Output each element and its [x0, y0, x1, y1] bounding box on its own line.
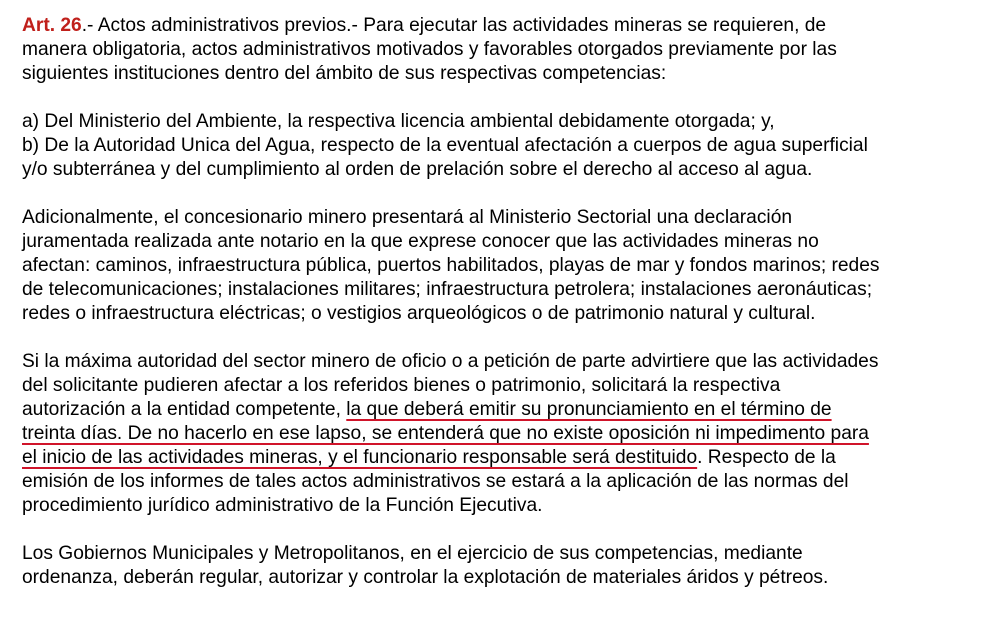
text-line: manera obligatoria, actos administrativos motivados y favorables otorgados previamente por las [22, 39, 837, 60]
text-line: ordenanza, deberán regular, autorizar y controlar la explotación de materiales áridos y pétreos. [22, 567, 829, 588]
underlined-text: treinta días. De no hacerlo en ese lapso, se entenderá que no existe oposición ni impedimento para [22, 423, 869, 444]
text-line: afectan: caminos, infraestructura pública, puertos habilitados, playas de mar y fondos marinos; redes [22, 255, 880, 276]
municipal-paragraph [22, 542, 964, 590]
text-line: emisión de los informes de tales actos administrativos se estará a la aplicación de las normas del [22, 471, 849, 492]
text-line: Si la máxima autoridad del sector minero de oficio o a petición de parte advirtiere que las actividades [22, 351, 879, 372]
list-item-b: b) De la Autoridad Unica del Agua, respecto de la eventual afectación a cuerpos de agua superficial [22, 135, 868, 156]
underlined-text: la que deberá emitir su pronunciamiento en el término de [346, 399, 832, 420]
article-label: Art. 26 [22, 15, 82, 36]
text-segment: autorización a la entidad competente, [22, 399, 347, 420]
additional-declaration-paragraph [22, 206, 964, 326]
text-line [22, 422, 964, 446]
text-line: procedimiento jurídico administrativo de la Función Ejecutiva. [22, 495, 543, 516]
text-line [22, 446, 964, 470]
list-item-b-continued: y/o subterránea y del cumplimiento al orden de prelación sobre el derecho al acceso al agua. [22, 159, 813, 180]
document-page [22, 14, 964, 614]
list-item-a: a) Del Ministerio del Ambiente, la respectiva licencia ambiental debidamente otorgada; y, [22, 111, 775, 132]
text-line: Los Gobiernos Municipales y Metropolitanos, en el ejercicio de sus competencias, mediante [22, 543, 803, 564]
requirements-list [22, 110, 964, 182]
text-line: Adicionalmente, el concesionario minero presentará al Ministerio Sectorial una declaración [22, 207, 793, 228]
text-segment: . Respecto de la [697, 447, 836, 468]
text-line: juramentada realizada ante notario en la que exprese conocer que las actividades mineras no [22, 231, 819, 252]
text-line: redes o infraestructura eléctricas; o vestigios arqueológicos o de patrimonio natural y cultural. [22, 303, 816, 324]
article-heading-text: .- Actos administrativos previos.- Para ejecutar las actividades mineras se requieren, de [81, 15, 827, 36]
text-line [22, 14, 964, 38]
article-heading [22, 14, 826, 38]
text-line [22, 398, 964, 422]
underlined-text: el inicio de las actividades mineras, y el funcionario responsable será destituido [22, 447, 698, 468]
authority-paragraph [22, 350, 964, 518]
article-paragraph [22, 14, 964, 86]
text-line: del solicitante pudieren afectar a los referidos bienes o patrimonio, solicitará la respectiva [22, 375, 781, 396]
text-line: siguientes instituciones dentro del ámbito de sus respectivas competencias: [22, 63, 667, 84]
text-line: de telecomunicaciones; instalaciones militares; infraestructura petrolera; instalaciones aeronáuticas; [22, 279, 873, 300]
